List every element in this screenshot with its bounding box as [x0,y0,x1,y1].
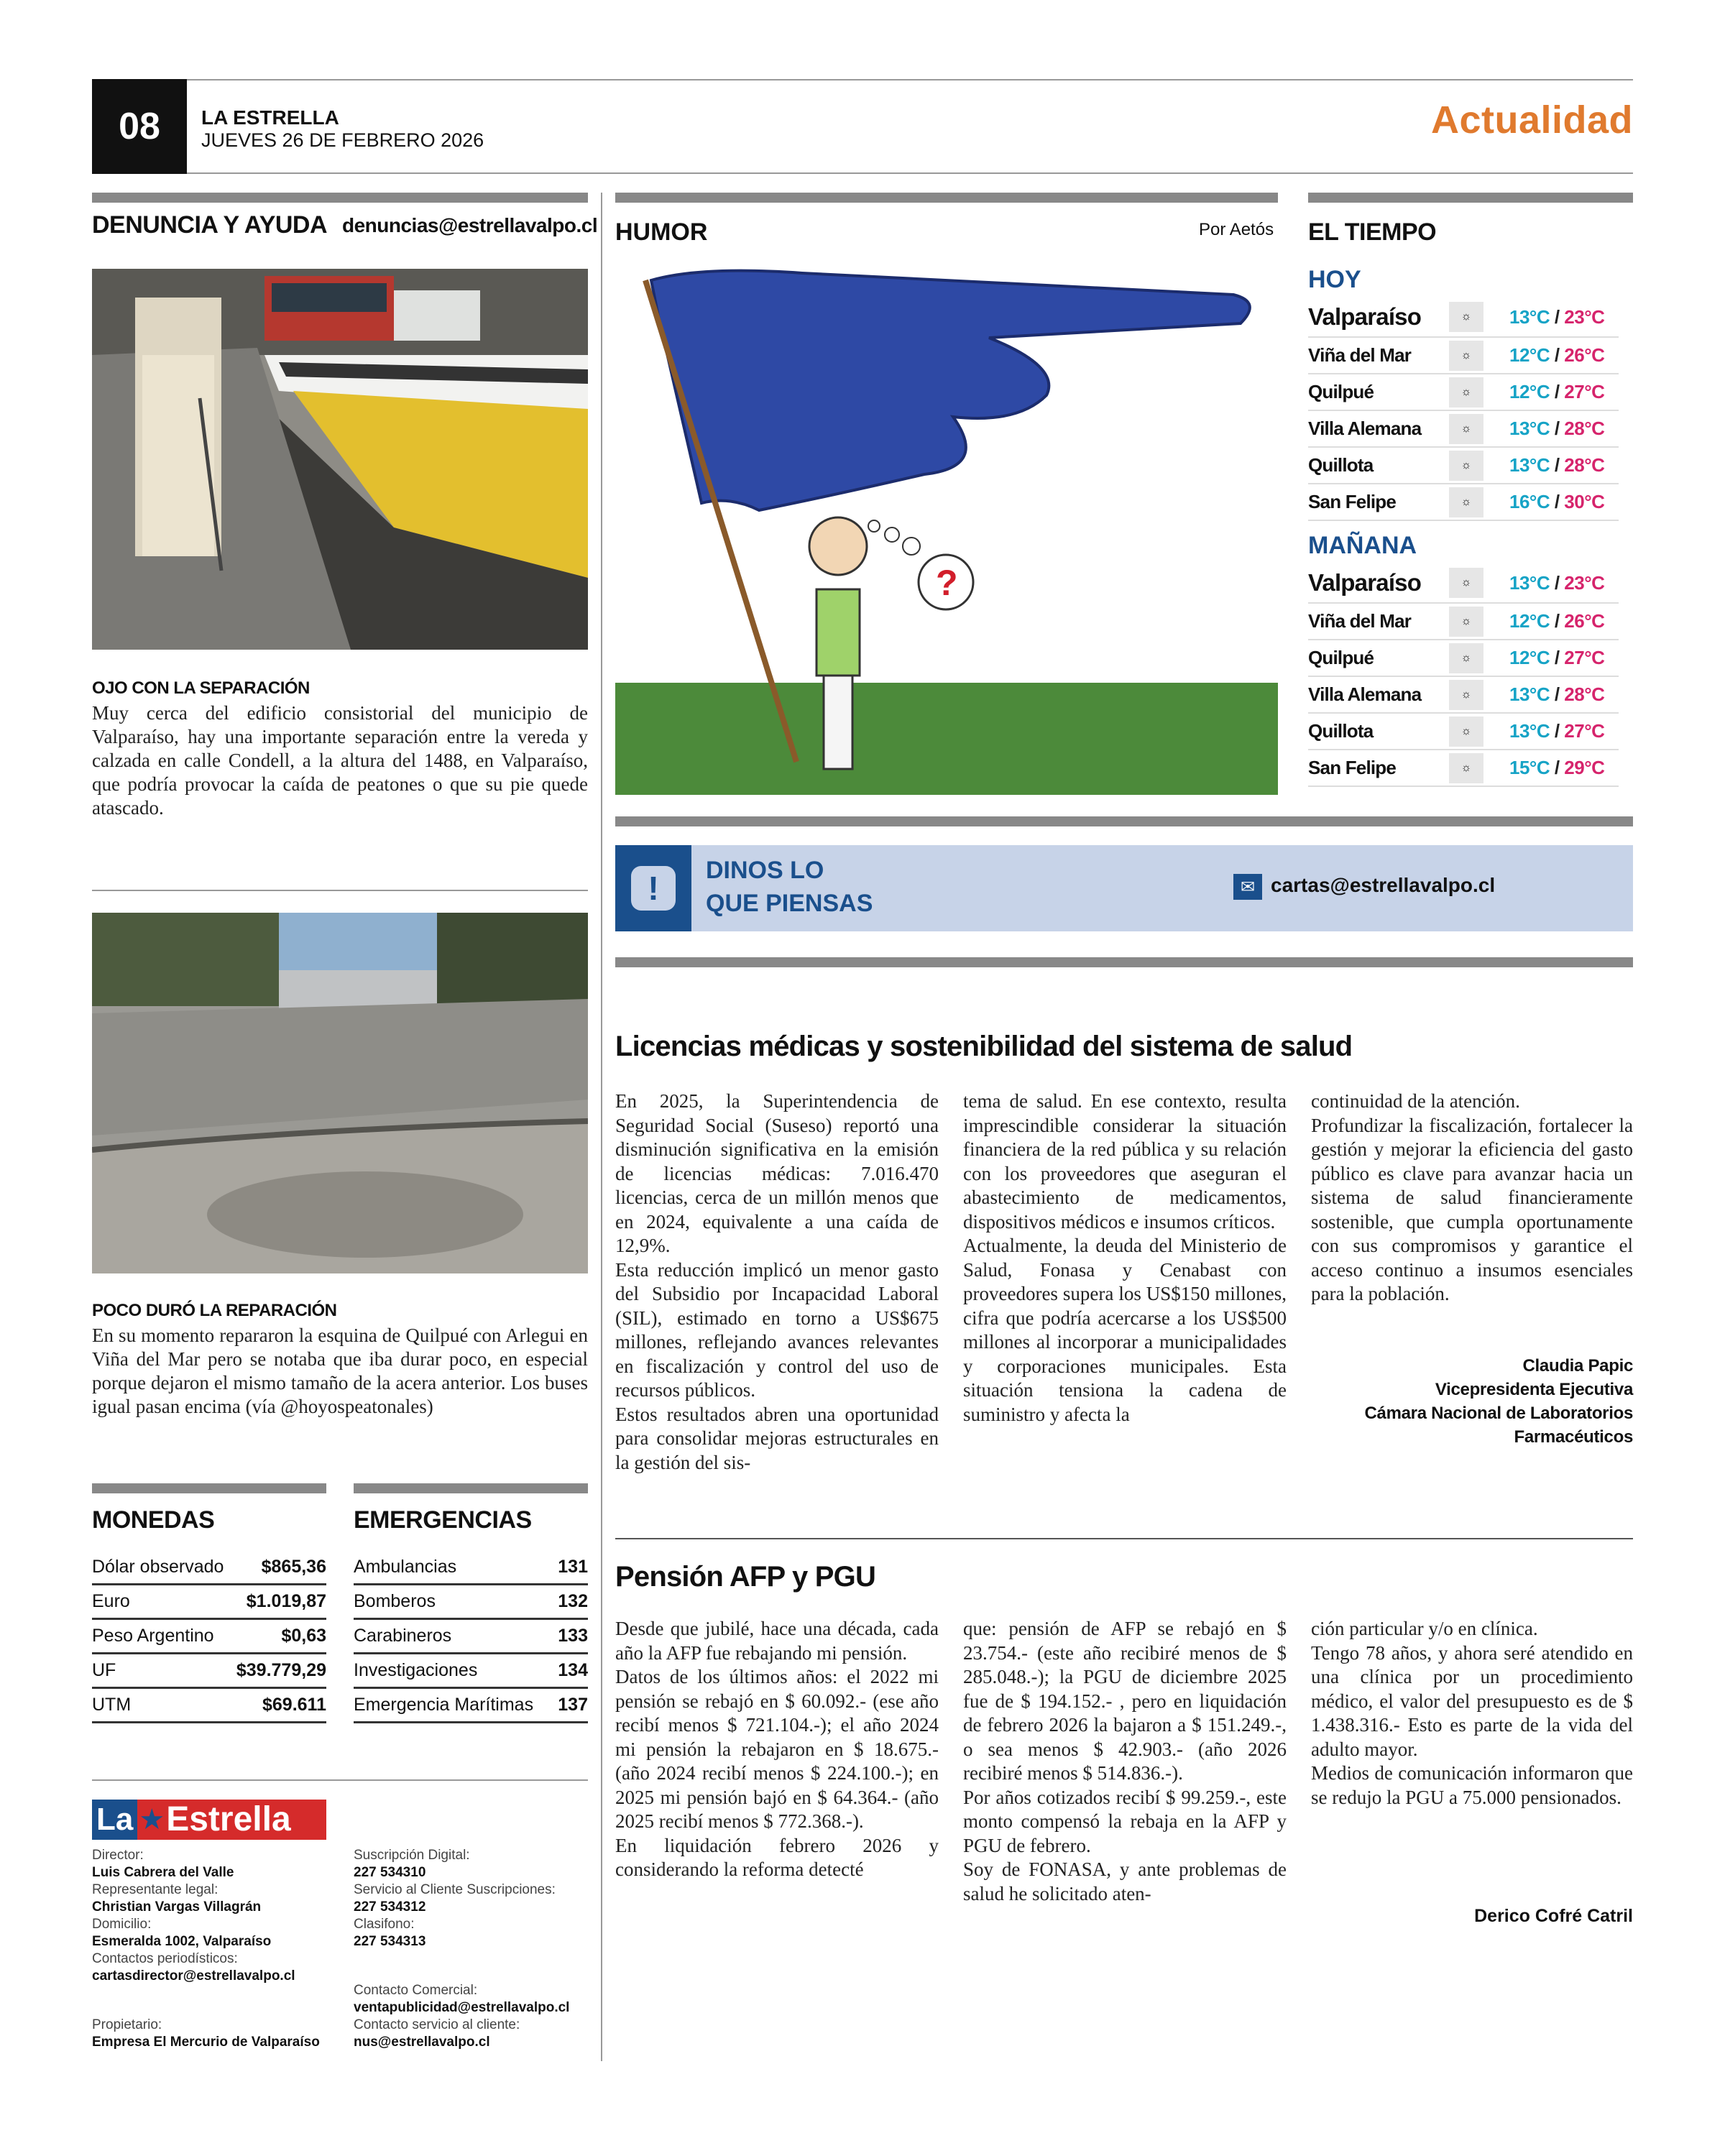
paragraph: Desde que jubilé, hace una década, cada año la AFP fue rebajando mi pensión. [615,1618,939,1664]
svg-text:?: ? [936,563,958,603]
letter1-col1 [615,1089,939,1475]
header-top-rule [187,79,1633,80]
weather-row [1308,374,1619,411]
mail-icon: ✉ [1233,874,1262,900]
moneda-label: UTM [92,1695,132,1715]
masthead-label: Propietario: [92,2017,162,2032]
weather-city: Villa Alemana [1308,418,1422,439]
weather-city: Valparaíso [1308,569,1422,596]
letter2-col3 [1311,1617,1633,1810]
column-divider [601,193,602,2061]
masthead-value: 227 534310 [354,1865,426,1880]
moneda-value: $39.779,29 [236,1660,326,1680]
sun-icon: ☼ [1449,680,1484,710]
emergencia-number[interactable]: 134 [558,1660,588,1680]
street-photo-quilpue [92,913,588,1273]
emergencia-number[interactable]: 137 [558,1695,588,1715]
dinos-banner [615,845,1633,931]
temp-max: 27°C [1564,647,1605,668]
emergencia-row [354,1620,588,1654]
denuncia-divider [92,890,588,891]
signature-line: Farmacéuticos [1514,1427,1633,1447]
weather-row [1308,338,1619,374]
masthead-value: Christian Vargas Villagrán [92,1899,262,1915]
street-photo-condell [92,269,588,650]
temp-min: 13°C [1509,571,1550,594]
masthead-label: Director: [92,1848,144,1863]
temp-sep: / [1554,720,1560,742]
monedas-top-bar [92,1483,326,1493]
weather-tomorrow-label: MAÑANA [1308,532,1417,559]
paragraph: ción particular y/o en clínica. [1311,1618,1538,1639]
weather-row [1308,640,1619,677]
humor-author: Por Aetós [1199,220,1274,239]
dinos-icon-box [615,845,691,931]
masthead-right-2 [354,1982,598,2051]
paragraph: En liquidación febrero 2026 y considerando la reforma detecté [615,1834,939,1880]
emergencia-label: Carabineros [354,1626,452,1646]
masthead-right [354,1847,598,1950]
letter1-signature [1365,1354,1633,1449]
moneda-row [92,1551,326,1585]
paragraph: Esta reducción implicó un menor gasto del Subsidio por Incapacidad Laboral (SIL), estimado en torno a US$675 millones, reflejando avances relevantes en fiscalización y control del uso de recursos públicos. [615,1258,939,1401]
moneda-label: Euro [92,1591,130,1611]
temp-max: 28°C [1564,683,1605,705]
emergencias-table [354,1551,588,1723]
weather-today-table [1308,298,1619,521]
sun-icon: ☼ [1449,341,1484,371]
weather-row [1308,448,1619,484]
masthead-label: Contacto servicio al cliente: [354,2017,520,2032]
section-title: Actualidad [1430,98,1633,142]
dinos-top-bar [615,816,1633,826]
masthead-label: Contacto Comercial: [354,1983,478,1998]
weather-tomorrow-table [1308,563,1619,787]
letter2-signature: Derico Cofré Catril [1474,1906,1633,1926]
temp-max: 23°C [1564,305,1605,328]
temp-max: 28°C [1564,454,1605,476]
weather-city: Quillota [1308,720,1374,742]
weather-row [1308,604,1619,640]
letter1-title: Licencias médicas y sostenibilidad del sistema de salud [615,1031,1353,1062]
letter2-col2 [963,1617,1287,1906]
temp-max: 23°C [1564,571,1605,594]
temp-sep: / [1554,344,1560,366]
masthead-value: 227 534312 [354,1899,426,1915]
temp-min: 13°C [1509,418,1550,439]
humor-top-bar [615,193,1278,203]
paragraph: Por años cotizados recibí $ 99.259.-, este monto compensó la rebaja en la AFP y PGU de febrero. [963,1786,1287,1856]
moneda-label: Dólar observado [92,1557,224,1577]
temp-min: 12°C [1509,647,1550,668]
moneda-row [92,1585,326,1620]
emergencia-label: Emergencia Marítimas [354,1695,534,1715]
speech-bubble-icon [631,866,676,911]
temp-sep: / [1554,305,1560,328]
moneda-row [92,1620,326,1654]
sun-icon: ☼ [1449,568,1484,598]
masthead-label: Representante legal: [92,1882,218,1897]
emergencia-label: Bomberos [354,1591,436,1611]
weather-title: EL TIEMPO [1308,218,1437,246]
dinos-bottom-bar [615,957,1633,967]
paragraph: tema de salud. En ese contexto, resulta imprescindible considerar la situación financiera de la red pública y su relación con los proveedores que aseguran el abastecimiento de medicamentos, dispositivos médicos e insumos críticos. [963,1090,1287,1233]
issue-date: JUEVES 26 DE FEBRERO 2026 [201,129,484,151]
sun-icon: ☼ [1449,414,1484,444]
temp-max: 26°C [1564,344,1605,366]
weather-row [1308,484,1619,521]
sun-icon: ☼ [1449,643,1484,673]
masthead-value: Luis Cabrera del Valle [92,1865,234,1880]
masthead-email[interactable]: cartasdirector@estrellavalpo.cl [92,1968,295,1984]
masthead-owner [92,2017,336,2051]
emergencia-number[interactable]: 132 [558,1591,588,1611]
temp-min: 16°C [1509,491,1550,512]
paragraph: continuidad de la atención. [1311,1090,1520,1112]
emergencia-row [354,1654,588,1689]
letters-divider [615,1538,1633,1539]
temp-min: 12°C [1509,610,1550,632]
temp-sep: / [1554,610,1560,632]
humor-cartoon [615,259,1278,795]
denuncia-email[interactable]: denuncias@estrellavalpo.cl [342,214,598,236]
temp-min: 12°C [1509,381,1550,402]
emergencia-label: Ambulancias [354,1557,457,1577]
star-icon: ★ [139,1804,165,1835]
emergencia-number[interactable]: 131 [558,1557,588,1577]
denuncia-item-2-text: En su momento repararon la esquina de Quilpué con Arlegui en Viña del Mar pero se notaba que iba durar poco, en especial porque dejaron el mismo tamaño de la acera anterior. Los buses igual pasan encima (vía @hoyospeatonales) [92,1325,588,1417]
temp-sep: / [1554,683,1560,705]
temp-sep: / [1554,571,1560,594]
paragraph: Tengo 78 años, y ahora seré atendido en una clínica por un procedimiento médico, el valor del presupuesto es de $ 1.438.316.- Esto es parte de la vida del adulto mayor. [1311,1641,1633,1760]
page-number: 08 [119,106,160,147]
temp-sep: / [1554,454,1560,476]
weather-row [1308,411,1619,448]
signature-line: Vicepresidenta Ejecutiva [1435,1380,1633,1399]
paragraph: que: pensión de AFP se rebajó en $ 23.754.- (este año recibiré menos de $ 285.048.-); la PGU de diciembre 2025 fue de $ 194.152.- , pero en liquidación de febrero 2026 la bajaron a $ 151.249.-, o sea menos $ 42.903.- (año 2026 recibiré menos $ 514.836.-). [963,1618,1287,1784]
weather-top-bar [1308,193,1633,203]
masthead-value: Esmeralda 1002, Valparaíso [92,1934,272,1949]
temp-max: 26°C [1564,610,1605,632]
sun-icon: ☼ [1449,487,1484,517]
letter1-col2 [963,1089,1287,1427]
masthead-email[interactable]: ventapublicidad@estrellavalpo.cl [354,2000,570,2015]
temp-max: 29°C [1564,757,1605,778]
masthead-label: Servicio al Cliente Suscripciones: [354,1882,556,1897]
logo-la: La [92,1800,137,1840]
weather-city: Viña del Mar [1308,610,1412,632]
moneda-value: $1.019,87 [246,1591,326,1611]
sun-icon: ☼ [1449,717,1484,747]
signature-line: Cámara Nacional de Laboratorios [1364,1404,1633,1423]
moneda-label: Peso Argentino [92,1626,214,1646]
letter2-title: Pensión AFP y PGU [615,1561,876,1593]
weather-city: Quillota [1308,454,1374,476]
sun-icon: ☼ [1449,753,1484,783]
letter1-col3 [1311,1089,1633,1307]
sun-icon: ☼ [1449,302,1484,332]
temp-min: 13°C [1509,454,1550,476]
masthead-label: Clasifono: [354,1917,415,1932]
emergencia-number[interactable]: 133 [558,1626,588,1646]
denuncia-item-2-heading: POCO DURÓ LA REPARACIÓN [92,1301,337,1320]
weather-city: Villa Alemana [1308,683,1422,705]
denuncia-item-1-text: Muy cerca del edificio consistorial del municipio de Valparaíso, hay una importante separación entre la vereda y calzada en calle Condell, a la altura del 1488, en Valparaíso, que podría provocar la caída de peatones o que su pie quede atascado. [92,702,588,819]
dinos-email[interactable]: cartas@estrellavalpo.cl [1271,874,1496,896]
temp-sep: / [1554,491,1560,512]
temp-max: 30°C [1564,491,1605,512]
emergencia-label: Investigaciones [354,1660,478,1680]
weather-city: Quilpué [1308,647,1374,668]
moneda-value: $69.611 [262,1695,326,1715]
moneda-row [92,1654,326,1689]
weather-row [1308,714,1619,750]
page-number-box [92,79,187,174]
temp-max: 28°C [1564,418,1605,439]
temp-min: 13°C [1509,683,1550,705]
logo-estrella: Estrella [166,1800,291,1838]
masthead-divider [92,1779,588,1781]
dinos-title-2: QUE PIENSAS [706,890,873,917]
masthead-label: Suscripción Digital: [354,1848,470,1863]
masthead-email[interactable]: nus@estrellavalpo.cl [354,2035,490,2050]
paragraph: Datos de los últimos años: el 2022 mi pensión se rebajó en $ 60.092.- (ese año recibí menos $ 721.104.-); el año 2024 mi pensión la rebajaron en $ 18.675.- (año 2024 recibí menos $ 224.100.-); en 2025 mi pensión bajó en $ 64.364.- (año 2025 recibí menos $ 772.368.-). [615,1666,939,1832]
paper-name: LA ESTRELLA [201,106,339,129]
masthead-label: Contactos periodísticos: [92,1951,238,1966]
moneda-value: $865,36 [261,1557,326,1577]
emergencias-title: EMERGENCIAS [354,1506,532,1534]
temp-min: 12°C [1509,344,1550,366]
weather-city: Viña del Mar [1308,344,1412,366]
temp-sep: / [1554,418,1560,439]
header-bottom-rule [187,172,1633,174]
emergencia-row [354,1551,588,1585]
signature-line: Claudia Papic [1522,1356,1633,1376]
sun-icon: ☼ [1449,451,1484,481]
paragraph: Soy de FONASA, y ante problemas de salud he solicitado aten- [963,1858,1287,1904]
paragraph: Medios de comunicación informaron que se redujo la PGU a 75.000 pensionados. [1311,1762,1633,1808]
humor-title: HUMOR [615,218,708,246]
weather-today-label: HOY [1308,266,1361,293]
masthead-value: 227 534313 [354,1934,426,1949]
monedas-table [92,1551,326,1723]
weather-city: Valparaíso [1308,303,1422,330]
denuncia-item-1-heading: OJO CON LA SEPARACIÓN [92,678,310,698]
temp-max: 27°C [1564,381,1605,402]
temp-min: 13°C [1509,305,1550,328]
moneda-row [92,1689,326,1723]
paragraph: En 2025, la Superintendencia de Seguridad Social (Suseso) reportó una disminución significativa en la emisión de licencias médicas: 7.016.470 licencias, cerca de un millón menos que en 2024, equivalente a una caída de 12,9%. [615,1090,939,1256]
temp-sep: / [1554,381,1560,402]
weather-row [1308,563,1619,604]
sun-icon: ☼ [1449,377,1484,407]
moneda-value: $0,63 [281,1626,326,1646]
weather-row [1308,298,1619,338]
weather-city: San Felipe [1308,757,1397,778]
denuncia-title: DENUNCIA Y AYUDA [92,211,328,239]
denuncia-top-bar [92,193,588,203]
paragraph: Actualmente, la deuda del Ministerio de Salud, Fonasa y Cenabast con proveedores supera los US$150 millones, cifra que podría acercarse a los US$500 millones al incorporar a municipalidades y corporaciones municipales. Esta situación tensiona la cadena de suministro y afecta la [963,1235,1287,1425]
paragraph: Estos resultados abren una oportunidad para consolidar mejoras estructurales en la gestión del sis- [615,1403,939,1473]
letter2-col1 [615,1617,939,1882]
masthead-left [92,1847,336,1985]
sun-icon: ☼ [1449,607,1484,637]
estrella-logo [92,1800,326,1840]
weather-row [1308,750,1619,787]
monedas-title: MONEDAS [92,1506,215,1534]
temp-sep: / [1554,757,1560,778]
exclamation-glyph: ! [648,870,659,907]
temp-min: 13°C [1509,720,1550,742]
weather-city: Quilpué [1308,381,1374,402]
masthead-label: Domicilio: [92,1917,152,1932]
moneda-label: UF [92,1660,116,1680]
temp-min: 15°C [1509,757,1550,778]
masthead-value: Empresa El Mercurio de Valparaíso [92,2035,320,2050]
temp-sep: / [1554,647,1560,668]
weather-city: San Felipe [1308,491,1397,512]
dinos-title-1: DINOS LO [706,857,824,884]
paragraph: Profundizar la fiscalización, fortalecer la gestión y mejorar la eficiencia del gasto público es clave para avanzar hacia un sistema de salud financieramente sostenible, que cumpla oportunamente con sus compromisos y garantice el acceso continuo a insumos esenciales para la población. [1311,1114,1633,1304]
emergencia-row [354,1689,588,1723]
emergencias-top-bar [354,1483,588,1493]
emergencia-row [354,1585,588,1620]
temp-max: 27°C [1564,720,1605,742]
weather-row [1308,677,1619,714]
